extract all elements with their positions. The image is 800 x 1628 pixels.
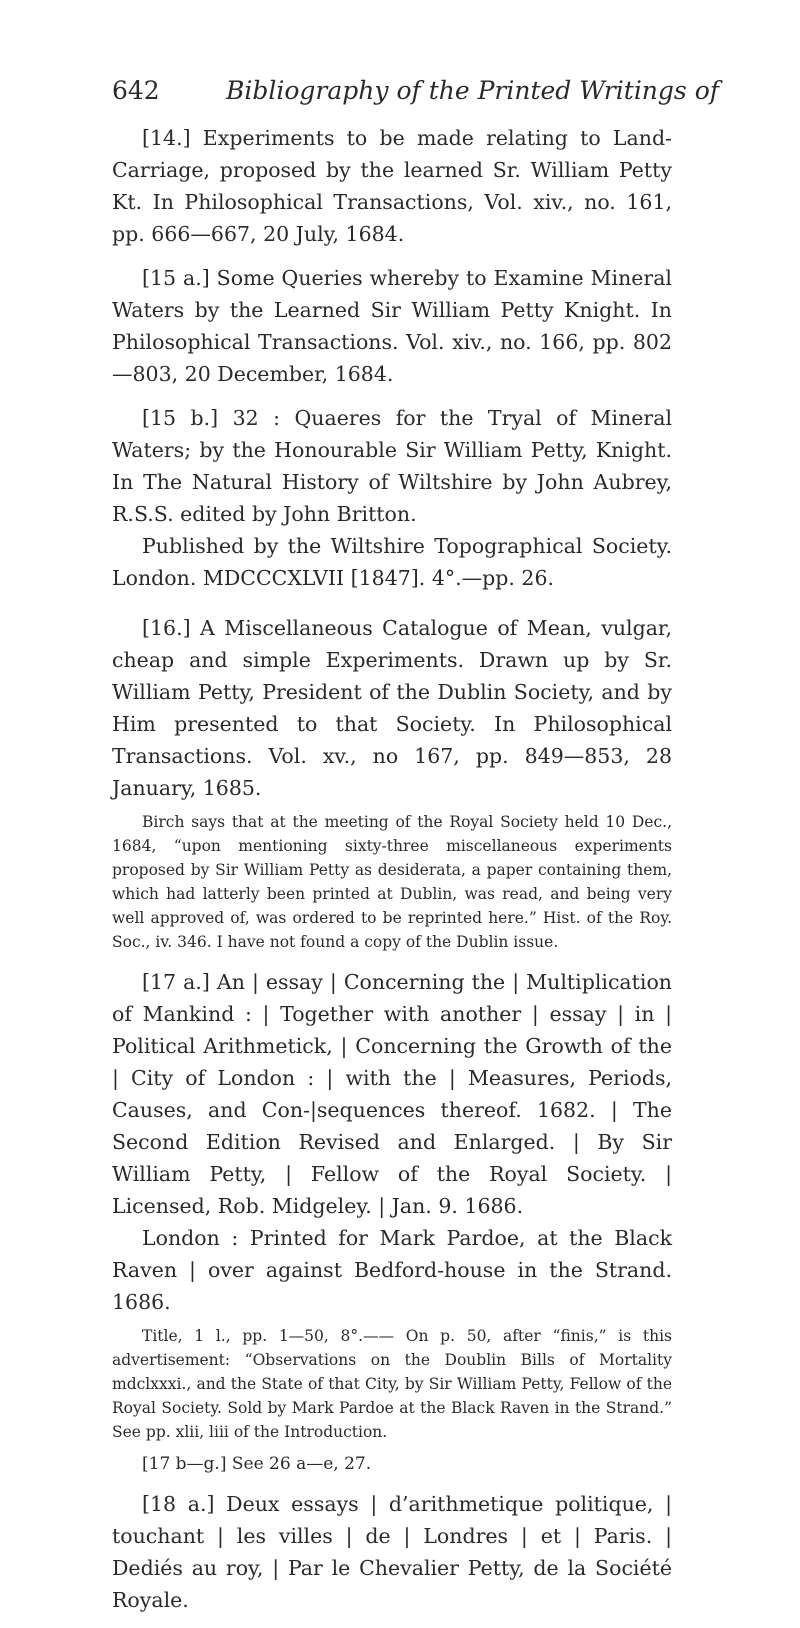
- entry-15b-imprint: Published by the Wiltshire Topographical Society. London. MDCCCXLVII [1847]. 4°.—pp. 26.: [112, 534, 672, 590]
- entry-14: [14.] Experiments to be made relating to Land-Carriage, proposed by the learned Sr. William Petty Kt. In Philosophical Transactions, Vol. xiv., no. 161, pp. 666—667, 20 July, 1684.: [112, 126, 672, 246]
- entry-16: [16.] A Miscellaneous Catalogue of Mean, vulgar, cheap and simple Experiments. Drawn up by Sr. William Petty, President of the Dublin Society, and by Him presented to that Society. In Philosophical Transactions. Vol. xv., no 167, pp. 849—853, 28 January, 1685.: [112, 616, 672, 800]
- entry-17a-imprint: London : Printed for Mark Pardoe, at the Black Raven | over against Bedford-house in the Strand. 1686.: [112, 1226, 672, 1314]
- entry-15a: [15 a.] Some Queries whereby to Examine Mineral Waters by the Learned Sir William Petty Knight. In Philosophical Transactions. Vol. xiv., no. 166, pp. 802—803, 20 December, 1684.: [112, 266, 672, 386]
- entry-15b: [15 b.] 32 : Quaeres for the Tryal of Mineral Waters; by the Honourable Sir William Petty, Knight. In The Natural History of Wiltshire by John Aubrey, R.S.S. edited by John Britton.: [112, 406, 672, 526]
- entry-17a: [17 a.] An | essay | Concerning the | Multiplication of Mankind : | Together with another | essay | in | Political Arithmetick, | Concerning the Growth of the | City of London : | with the | Measures, Periods, Causes, and Con-|sequences thereof. 1682. | The Second Edition Revised and Enlarged. | By Sir William Petty, | Fellow of the Royal Society. | Licensed, Rob. Midgeley. | Jan. 9. 1686.: [112, 970, 672, 1218]
- page-number: 642: [112, 76, 160, 105]
- entry-18a: [18 a.] Deux essays | d’arithmetique politique, | touchant | les villes | de | Londres | et | Paris. | Dediés au roy, | Par le Chevalier Petty, de la Société Royale.: [112, 1492, 672, 1612]
- page-body: [112, 122, 672, 1628]
- entry-17b-note: [17 b—g.] See 26 a—e, 27.: [142, 1454, 372, 1474]
- running-title: Bibliography of the Printed Writings of: [226, 76, 719, 105]
- entry-16-note: Birch says that at the meeting of the Royal Society held 10 Dec., 1684, “upon mentioning sixty-three miscellaneous experiments proposed by Sir William Petty as desiderata, a paper containing them, which had latterly been printed at Dublin, was read, and being very well approved of, was ordered to be reprinted here.” Hist. of the Roy. Soc., iv. 346. I have not found a copy of the Dublin issue.: [112, 813, 672, 951]
- entry-17a-note: Title, 1 l., pp. 1—50, 8°.—— On p. 50, after “finis,” is this advertisement: “Observations on the Doublin Bills of Mortality mdclxxxi., and the State of that City, by Sir William Petty, Fellow of the Royal Society. Sold by Mark Pardoe at the Black Raven in the Strand.” See pp. xlii, liii of the Introduction.: [112, 1327, 672, 1441]
